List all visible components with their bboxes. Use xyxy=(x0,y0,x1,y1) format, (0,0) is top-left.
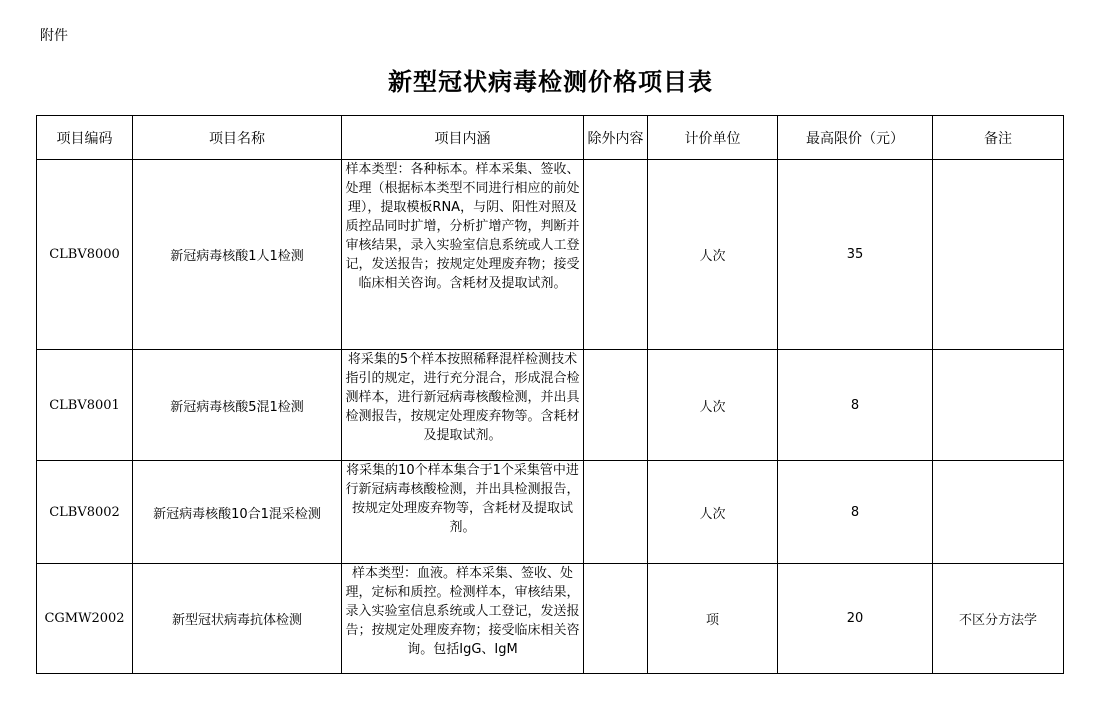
header-unit: 计价单位 xyxy=(648,116,778,160)
cell-unit: 人次 xyxy=(648,461,778,564)
page-title: 新型冠状病毒检测价格项目表 xyxy=(388,67,713,96)
cell-code: CLBV8001 xyxy=(37,350,133,461)
header-max-price: 最高限价（元） xyxy=(778,116,933,160)
table-row xyxy=(37,461,1064,564)
cell-content xyxy=(342,160,584,350)
header-row xyxy=(37,116,1064,160)
header-code: 项目编码 xyxy=(37,116,133,160)
cell-excluded xyxy=(584,160,648,350)
cell-unit: 人次 xyxy=(648,350,778,461)
cell-max-price: 35 xyxy=(778,160,933,350)
cell-code: CGMW2002 xyxy=(37,564,133,674)
cell-excluded xyxy=(584,564,648,674)
attachment-label: 附件 xyxy=(40,28,68,44)
table-row xyxy=(37,350,1064,461)
table-row xyxy=(37,160,1064,350)
cell-content xyxy=(342,461,584,564)
cell-content xyxy=(342,350,584,461)
cell-max-price: 20 xyxy=(778,564,933,674)
cell-remark xyxy=(933,160,1064,350)
cell-excluded xyxy=(584,350,648,461)
cell-content-text: 将采集的5个样本按照稀释混样检测技术指引的规定，进行充分混合，形成混合检测样本，进行新冠病毒核酸检测，并出具检测报告，按规定处理废弃物等。含耗材及提取试剂。 xyxy=(345,352,580,443)
cell-name: 新冠病毒核酸10合1混采检测 xyxy=(133,461,342,564)
cell-unit: 项 xyxy=(648,564,778,674)
cell-name: 新冠病毒核酸5混1检测 xyxy=(133,350,342,461)
header-content: 项目内涵 xyxy=(342,116,584,160)
cell-max-price: 8 xyxy=(778,461,933,564)
cell-max-price: 8 xyxy=(778,350,933,461)
cell-content-text: 样本类型：血液。样本采集、签收、处理，定标和质控。检测样本，审核结果，录入实验室信息系统或人工登记，发送报告；按规定处理废弃物；接受临床相关咨询。包括IgG、IgM xyxy=(345,566,580,657)
cell-remark xyxy=(933,350,1064,461)
cell-code: CLBV8002 xyxy=(37,461,133,564)
cell-content-text: 将采集的10个样本集合于1个采集管中进行新冠病毒核酸检测，并出具检测报告，按规定处理废弃物等，含耗材及提取试剂。 xyxy=(345,463,580,535)
cell-name: 新冠病毒核酸1人1检测 xyxy=(133,160,342,350)
cell-excluded xyxy=(584,461,648,564)
header-remark: 备注 xyxy=(933,116,1064,160)
cell-content xyxy=(342,564,584,674)
cell-unit: 人次 xyxy=(648,160,778,350)
cell-code: CLBV8000 xyxy=(37,160,133,350)
cell-name: 新型冠状病毒抗体检测 xyxy=(133,564,342,674)
header-excluded: 除外内容 xyxy=(584,116,648,160)
cell-content-text: 样本类型：各种标本。样本采集、签收、处理（根据标本类型不同进行相应的前处理），提取模板RNA，与阴、阳性对照及质控品同时扩增，分析扩增产物，判断并审核结果，录入实验室信息系统或人工登记，发送报告；按规定处理废弃物；接受临床相关咨询。含耗材及提取试剂。 xyxy=(345,162,580,291)
header-name: 项目名称 xyxy=(133,116,342,160)
table-row xyxy=(37,564,1064,674)
cell-remark: 不区分方法学 xyxy=(933,564,1064,674)
price-table xyxy=(36,115,1064,674)
cell-remark xyxy=(933,461,1064,564)
